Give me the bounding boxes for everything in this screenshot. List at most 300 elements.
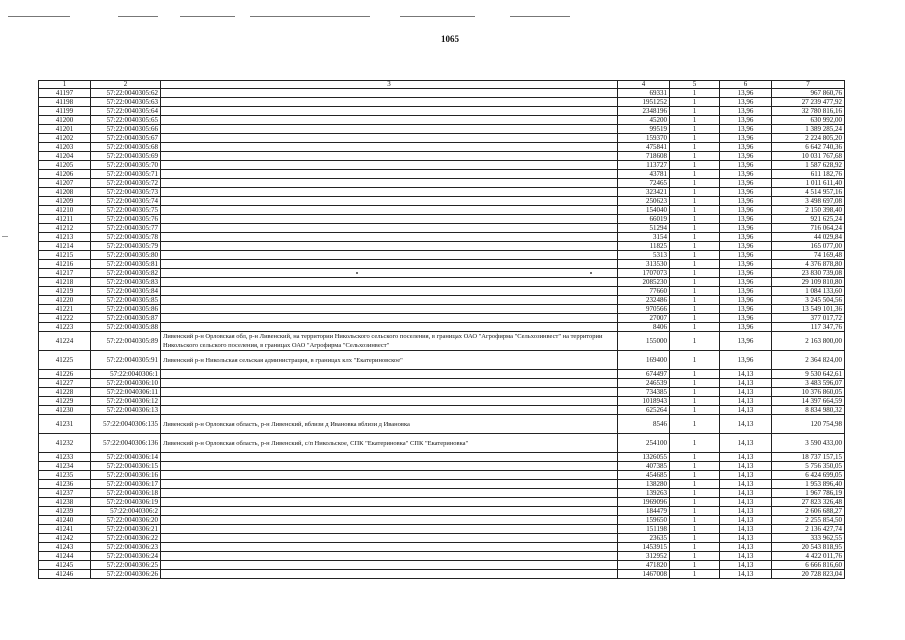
column-header: 6 [720,81,772,89]
count-value: 1 [670,561,720,570]
row-number: 41216 [39,260,91,269]
rate-value: 14,13 [720,471,772,480]
row-number: 41203 [39,143,91,152]
row-number: 41246 [39,570,91,579]
row-number: 41215 [39,251,91,260]
cadastral-cost-value: 1 389 285,24 [772,125,845,134]
area-value: 99519 [618,125,670,134]
row-number: 41197 [39,89,91,98]
area-value: 45200 [618,116,670,125]
cadastral-cost-value: 333 962,55 [772,534,845,543]
cadastral-number: 57:22:0040305:62 [91,89,161,98]
cadastral-cost-value: 2 150 398,40 [772,206,845,215]
address-description: Ливенский р-н Никольская сельская администрация, в границах клх "Екатериновское" [161,351,618,370]
table-row [39,170,845,179]
address-description [161,197,618,206]
address-description [161,296,618,305]
table-row [39,406,845,415]
address-description [161,507,618,516]
count-value: 1 [670,287,720,296]
row-number: 41230 [39,406,91,415]
address-description [161,370,618,379]
table-row [39,379,845,388]
count-value: 1 [670,397,720,406]
area-value: 475841 [618,143,670,152]
column-header: 5 [670,81,720,89]
row-number: 41199 [39,107,91,116]
cadastral-cost-value: 120 754,98 [772,415,845,434]
row-number: 41198 [39,98,91,107]
cadastral-cost-value: 117 347,76 [772,323,845,332]
area-value: 154040 [618,206,670,215]
count-value: 1 [670,388,720,397]
area-value: 471820 [618,561,670,570]
address-description [161,206,618,215]
count-value: 1 [670,516,720,525]
rate-value: 14,13 [720,388,772,397]
rate-value: 13,96 [720,278,772,287]
cadastral-number: 57:22:0040306:20 [91,516,161,525]
rate-value: 14,13 [720,534,772,543]
row-number: 41226 [39,370,91,379]
cadastral-number: 57:22:0040306:2 [91,507,161,516]
rate-value: 13,96 [720,125,772,134]
table-row [39,332,845,351]
row-number: 41213 [39,233,91,242]
address-description [161,134,618,143]
table-row [39,498,845,507]
count-value: 1 [670,489,720,498]
row-number: 41225 [39,351,91,370]
cadastral-cost-value: 3 483 596,07 [772,379,845,388]
table-row [39,415,845,434]
area-value: 313530 [618,260,670,269]
table-row [39,125,845,134]
count-value: 1 [670,224,720,233]
count-value: 1 [670,197,720,206]
row-number: 41224 [39,332,91,351]
address-description [161,107,618,116]
table-row [39,534,845,543]
cadastral-cost-value: 611 182,76 [772,170,845,179]
rate-value: 13,96 [720,233,772,242]
cadastral-cost-value: 32 780 816,16 [772,107,845,116]
table-row [39,314,845,323]
area-value: 23635 [618,534,670,543]
rate-value: 14,13 [720,397,772,406]
rate-value: 14,13 [720,480,772,489]
count-value: 1 [670,314,720,323]
cadastral-number: 57:22:0040306:18 [91,489,161,498]
address-description: Ливенский р-н Орловская обл, р-н Ливенский, на территории Никольского сельского поселения, в границах ОАО "Агрофирма "Сельхозинвест" на территории Никольского сельского поселения, в границах ОАО "Агрофирма "Сельхозинвест" [161,332,618,351]
table-row [39,116,845,125]
row-number: 41211 [39,215,91,224]
count-value: 1 [670,242,720,251]
cadastral-cost-value: 716 064,24 [772,224,845,233]
address-description [161,152,618,161]
area-value: 139263 [618,489,670,498]
row-number: 41210 [39,206,91,215]
count-value: 1 [670,480,720,489]
cadastral-cost-value: 2 136 427,74 [772,525,845,534]
address-description: Ливенский р-н Орловская область, р-н Ливенский, с/п Никольское, СПК "Екатериновка" СПК "Екатериновка" [161,434,618,453]
row-number: 41232 [39,434,91,453]
cadastral-cost-value: 10 376 860,05 [772,388,845,397]
cadastral-number: 57:22:0040306:15 [91,462,161,471]
cadastral-number: 57:22:0040305:85 [91,296,161,305]
table-body [39,89,845,579]
table-row [39,224,845,233]
rate-value: 13,96 [720,242,772,251]
rate-value: 13,96 [720,98,772,107]
cadastral-number: 57:22:0040306:22 [91,534,161,543]
scan-artifact [510,16,570,17]
address-description [161,305,618,314]
count-value: 1 [670,379,720,388]
table-row [39,278,845,287]
table-row [39,453,845,462]
column-header: 2 [91,81,161,89]
area-value: 718608 [618,152,670,161]
rate-value: 14,13 [720,406,772,415]
column-header: 3 [161,81,618,89]
count-value: 1 [670,462,720,471]
rate-value: 14,13 [720,552,772,561]
count-value: 1 [670,161,720,170]
rate-value: 13,96 [720,170,772,179]
cadastral-cost-value: 1 011 611,40 [772,179,845,188]
cadastral-cost-value: 1 587 628,92 [772,161,845,170]
row-number: 41200 [39,116,91,125]
cadastral-number: 57:22:0040305:86 [91,305,161,314]
table-row [39,370,845,379]
cadastral-cost-value: 10 031 767,68 [772,152,845,161]
area-value: 169400 [618,351,670,370]
table-row [39,543,845,552]
cadastral-number: 57:22:0040306:21 [91,525,161,534]
cadastral-number: 57:22:0040306:10 [91,379,161,388]
count-value: 1 [670,507,720,516]
count-value: 1 [670,406,720,415]
address-description [161,489,618,498]
cadastral-cost-value: 2 163 800,00 [772,332,845,351]
row-number: 41241 [39,525,91,534]
cadastral-cost-value: 4 422 011,76 [772,552,845,561]
cadastral-number: 57:22:0040306:16 [91,471,161,480]
table-row [39,296,845,305]
row-number: 41220 [39,296,91,305]
area-value: 1951252 [618,98,670,107]
area-value: 11825 [618,242,670,251]
cadastral-number: 57:22:0040305:78 [91,233,161,242]
rate-value: 13,96 [720,116,772,125]
area-value: 51294 [618,224,670,233]
row-number: 41212 [39,224,91,233]
cadastral-number: 57:22:0040305:66 [91,125,161,134]
address-description [161,462,618,471]
cadastral-number: 57:22:0040305:81 [91,260,161,269]
cadastral-number: 57:22:0040305:79 [91,242,161,251]
area-value: 1326055 [618,453,670,462]
cadastral-cost-value: 13 549 101,36 [772,305,845,314]
column-header: 4 [618,81,670,89]
row-number: 41222 [39,314,91,323]
column-header: 1 [39,81,91,89]
rate-value: 14,13 [720,462,772,471]
scan-artifact [8,16,70,17]
table-row [39,323,845,332]
cadastral-number: 57:22:0040305:76 [91,215,161,224]
cadastral-number: 57:22:0040305:64 [91,107,161,116]
cadastral-number: 57:22:0040305:73 [91,188,161,197]
count-value: 1 [670,351,720,370]
rate-value: 13,96 [720,179,772,188]
count-value: 1 [670,107,720,116]
table-row [39,251,845,260]
address-description [161,161,618,170]
cadastral-cost-value: 6 642 740,36 [772,143,845,152]
area-value: 113727 [618,161,670,170]
row-number: 41219 [39,287,91,296]
row-number: 41235 [39,471,91,480]
table-row [39,489,845,498]
rate-value: 14,13 [720,543,772,552]
row-number: 41217 [39,269,91,278]
table-row [39,552,845,561]
area-value: 246539 [618,379,670,388]
count-value: 1 [670,170,720,179]
cadastral-registry-table [38,80,845,579]
table-row [39,206,845,215]
area-value: 734385 [618,388,670,397]
cadastral-cost-value: 4 514 957,16 [772,188,845,197]
rate-value: 14,13 [720,434,772,453]
rate-value: 14,13 [720,379,772,388]
cadastral-cost-value: 2 255 854,50 [772,516,845,525]
address-description [161,224,618,233]
cadastral-number: 57:22:0040305:84 [91,287,161,296]
scan-artifact [400,16,475,17]
cadastral-cost-value: 27 239 477,92 [772,98,845,107]
cadastral-number: 57:22:0040306:136 [91,434,161,453]
rate-value: 14,13 [720,570,772,579]
address-description [161,516,618,525]
address-description: Ливенский р-н Орловская область, р-н Ливенский, вблизи д Ивановка вблизи д Ивановка [161,415,618,434]
table-row [39,260,845,269]
cadastral-cost-value: 5 756 350,05 [772,462,845,471]
count-value: 1 [670,188,720,197]
table-row [39,351,845,370]
table-row [39,507,845,516]
address-description [161,179,618,188]
cadastral-number: 57:22:0040305:91 [91,351,161,370]
count-value: 1 [670,525,720,534]
cadastral-number: 57:22:0040305:72 [91,179,161,188]
area-value: 625264 [618,406,670,415]
cadastral-number: 57:22:0040306:24 [91,552,161,561]
address-description [161,570,618,579]
count-value: 1 [670,415,720,434]
count-value: 1 [670,453,720,462]
count-value: 1 [670,143,720,152]
address-description [161,453,618,462]
address-description [161,269,618,278]
area-value: 312952 [618,552,670,561]
table-row [39,233,845,242]
address-description [161,143,618,152]
cadastral-number: 57:22:0040305:74 [91,197,161,206]
table-row [39,525,845,534]
rate-value: 14,13 [720,516,772,525]
area-value: 250623 [618,197,670,206]
cadastral-number: 57:22:0040305:83 [91,278,161,287]
cadastral-number: 57:22:0040306:14 [91,453,161,462]
rate-value: 14,13 [720,525,772,534]
count-value: 1 [670,552,720,561]
area-value: 43781 [618,170,670,179]
cadastral-number: 57:22:0040305:70 [91,161,161,170]
address-description [161,323,618,332]
rate-value: 13,96 [720,287,772,296]
area-value: 138280 [618,480,670,489]
area-value: 2085230 [618,278,670,287]
table-row [39,434,845,453]
cadastral-number: 57:22:0040306:12 [91,397,161,406]
row-number: 41237 [39,489,91,498]
count-value: 1 [670,269,720,278]
rate-value: 13,96 [720,89,772,98]
row-number: 41227 [39,379,91,388]
table-row [39,462,845,471]
table-row [39,242,845,251]
area-value: 77660 [618,287,670,296]
row-number: 41240 [39,516,91,525]
count-value: 1 [670,260,720,269]
address-description [161,534,618,543]
area-value: 8406 [618,323,670,332]
cadastral-cost-value: 9 530 642,61 [772,370,845,379]
cadastral-cost-value: 6 666 816,60 [772,561,845,570]
cadastral-cost-value: 921 625,24 [772,215,845,224]
count-value: 1 [670,471,720,480]
page-number: 1065 [441,34,459,44]
area-value: 72465 [618,179,670,188]
row-number: 41238 [39,498,91,507]
cadastral-cost-value: 20 543 818,95 [772,543,845,552]
table-row [39,143,845,152]
row-number: 41208 [39,188,91,197]
rate-value: 13,96 [720,260,772,269]
count-value: 1 [670,206,720,215]
area-value: 232486 [618,296,670,305]
area-value: 454685 [618,471,670,480]
table-row [39,179,845,188]
rate-value: 13,96 [720,134,772,143]
row-number: 41242 [39,534,91,543]
cadastral-number: 57:22:0040306:135 [91,415,161,434]
cadastral-cost-value: 14 397 664,59 [772,397,845,406]
column-header: 7 [772,81,845,89]
row-number: 41218 [39,278,91,287]
address-description [161,406,618,415]
rate-value: 13,96 [720,188,772,197]
area-value: 66019 [618,215,670,224]
address-description [161,552,618,561]
cadastral-number: 57:22:0040305:63 [91,98,161,107]
cadastral-cost-value: 2 606 688,27 [772,507,845,516]
count-value: 1 [670,251,720,260]
row-number: 41229 [39,397,91,406]
cadastral-cost-value: 1 084 133,60 [772,287,845,296]
rate-value: 13,96 [720,314,772,323]
cadastral-number: 57:22:0040305:88 [91,323,161,332]
cadastral-number: 57:22:0040306:19 [91,498,161,507]
address-description [161,525,618,534]
rate-value: 14,13 [720,498,772,507]
count-value: 1 [670,305,720,314]
cadastral-number: 57:22:0040305:80 [91,251,161,260]
cadastral-cost-value: 1 953 896,40 [772,480,845,489]
count-value: 1 [670,434,720,453]
cadastral-cost-value: 377 017,72 [772,314,845,323]
count-value: 1 [670,296,720,305]
cadastral-number: 57:22:0040306:25 [91,561,161,570]
rate-value: 13,96 [720,107,772,116]
address-description [161,89,618,98]
scan-artifact [180,16,235,17]
address-description [161,480,618,489]
rate-value: 13,96 [720,224,772,233]
rate-value: 14,13 [720,415,772,434]
area-value: 674497 [618,370,670,379]
count-value: 1 [670,278,720,287]
scan-artifact [250,16,370,17]
rate-value: 13,96 [720,296,772,305]
rate-value: 13,96 [720,269,772,278]
cadastral-cost-value: 18 737 157,15 [772,453,845,462]
count-value: 1 [670,332,720,351]
area-value: 254100 [618,434,670,453]
cadastral-number: 57:22:0040305:82 [91,269,161,278]
cadastral-cost-value: 630 992,00 [772,116,845,125]
rate-value: 13,96 [720,332,772,351]
address-description [161,116,618,125]
row-number: 41201 [39,125,91,134]
rate-value: 13,96 [720,143,772,152]
cadastral-number: 57:22:0040305:68 [91,143,161,152]
table-row [39,480,845,489]
table-row [39,215,845,224]
row-number: 41205 [39,161,91,170]
table-row [39,98,845,107]
address-description [161,498,618,507]
address-description [161,397,618,406]
cadastral-cost-value: 44 029,84 [772,233,845,242]
table-row [39,152,845,161]
table-row [39,397,845,406]
address-description [161,287,618,296]
cadastral-cost-value: 3 245 504,56 [772,296,845,305]
count-value: 1 [670,233,720,242]
table-row [39,89,845,98]
cadastral-cost-value: 1 967 786,19 [772,489,845,498]
rate-value: 13,96 [720,305,772,314]
area-value: 184479 [618,507,670,516]
row-number: 41243 [39,543,91,552]
rate-value: 13,96 [720,215,772,224]
row-number: 41228 [39,388,91,397]
area-value: 8546 [618,415,670,434]
